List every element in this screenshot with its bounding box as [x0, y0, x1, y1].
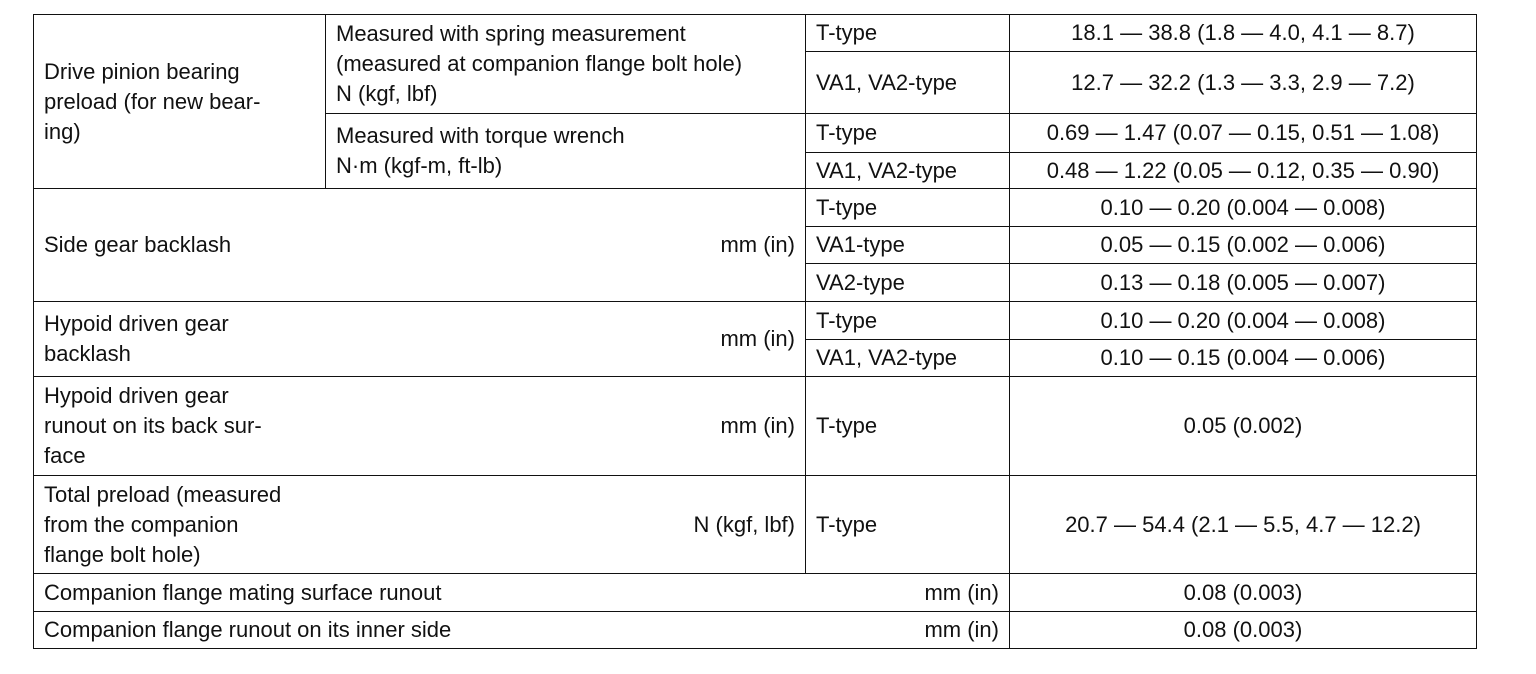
side-gear-label-cell: [34, 189, 806, 302]
hypoid-backlash-label: [44, 309, 314, 369]
type-cell: VA1, VA2-type: [806, 340, 1010, 377]
value-cell: 0.10 — 0.15 (0.004 — 0.006): [1010, 340, 1477, 377]
table-row: [34, 476, 1477, 574]
spring-method-cell: [326, 15, 806, 114]
torque-method-line: Measured with torque wrench: [336, 123, 625, 148]
value-cell: 0.10 — 0.20 (0.004 — 0.008): [1010, 302, 1477, 340]
hypoid-backlash-label-line: Hypoid driven gear: [44, 311, 229, 336]
type-cell: T-type: [806, 189, 1010, 227]
table-row: [34, 302, 1477, 340]
total-preload-label-line: Total preload (measured: [44, 481, 282, 507]
spring-method-line: (measured at companion flange bolt hole): [336, 51, 743, 76]
type-cell: VA1, VA2-type: [806, 153, 1010, 189]
hypoid-backlash-unit: mm (in): [720, 326, 795, 351]
value-cell: 0.13 — 0.18 (0.005 — 0.007): [1010, 264, 1477, 302]
torque-method-unit: N·m (kgf-m, ft-lb): [336, 153, 503, 178]
value-cell: 0.08 (0.003): [1010, 574, 1477, 612]
flange-inner-unit: mm (in): [924, 617, 999, 642]
hypoid-runout-unit: mm (in): [720, 413, 795, 438]
hypoid-runout-label-line: Hypoid driven gear: [44, 383, 229, 408]
hypoid-backlash-label-line: backlash: [44, 341, 131, 366]
total-preload-label-cell: [34, 476, 806, 574]
side-gear-unit: mm (in): [720, 232, 795, 257]
flange-mating-unit: mm (in): [924, 579, 999, 605]
table-row: [34, 612, 1477, 649]
spring-method-unit: N (kgf, lbf): [336, 81, 438, 106]
hypoid-runout-label-line: face: [44, 443, 86, 468]
flange-inner-label-cell: [34, 612, 1010, 649]
flange-mating-label-cell: [34, 574, 1010, 612]
specification-table: [33, 14, 1477, 649]
value-cell: 0.69 — 1.47 (0.07 — 0.15, 0.51 — 1.08): [1010, 114, 1477, 153]
hypoid-runout-label: [44, 381, 314, 471]
drive-pinion-label-line: ing): [44, 118, 81, 144]
total-preload-label-line: from the companion: [44, 511, 239, 537]
value-cell: 0.05 — 0.15 (0.002 — 0.006): [1010, 227, 1477, 264]
hypoid-runout-label-cell: [34, 377, 806, 476]
value-cell: 0.05 (0.002): [1010, 377, 1477, 476]
table-row: [34, 189, 1477, 227]
hypoid-backlash-label-cell: [34, 302, 806, 377]
drive-pinion-label-line: Drive pinion bearing: [44, 58, 240, 84]
type-cell: T-type: [806, 476, 1010, 574]
type-cell: T-type: [806, 15, 1010, 52]
spring-method-line: Measured with spring measurement: [336, 21, 686, 46]
flange-mating-label: Companion flange mating surface runout: [44, 579, 442, 605]
drive-pinion-label-cell: [34, 15, 326, 189]
flange-inner-label: Companion flange runout on its inner side: [44, 617, 452, 642]
type-cell: VA1, VA2-type: [806, 52, 1010, 114]
side-gear-label: Side gear backlash: [44, 232, 232, 257]
table-row: [34, 15, 1477, 52]
hypoid-runout-label-line: runout on its back sur-: [44, 413, 262, 438]
type-cell: T-type: [806, 114, 1010, 153]
type-cell: T-type: [806, 377, 1010, 476]
total-preload-label: [44, 480, 314, 570]
value-cell: 18.1 — 38.8 (1.8 — 4.0, 4.1 — 8.7): [1010, 15, 1477, 52]
table-row: [34, 377, 1477, 476]
value-cell: 0.10 — 0.20 (0.004 — 0.008): [1010, 189, 1477, 227]
value-cell: 0.48 — 1.22 (0.05 — 0.12, 0.35 — 0.90): [1010, 153, 1477, 189]
value-cell: 20.7 — 54.4 (2.1 — 5.5, 4.7 — 12.2): [1010, 476, 1477, 574]
table-row: [34, 574, 1477, 612]
total-preload-label-line: flange bolt hole): [44, 541, 201, 567]
type-cell: VA2-type: [806, 264, 1010, 302]
value-cell: 0.08 (0.003): [1010, 612, 1477, 649]
torque-method-cell: [326, 114, 806, 189]
value-cell: 12.7 — 32.2 (1.3 — 3.3, 2.9 — 7.2): [1010, 52, 1477, 114]
total-preload-unit: N (kgf, lbf): [693, 511, 795, 537]
drive-pinion-label-line: preload (for new bear-: [44, 88, 261, 114]
type-cell: T-type: [806, 302, 1010, 340]
type-cell: VA1-type: [806, 227, 1010, 264]
